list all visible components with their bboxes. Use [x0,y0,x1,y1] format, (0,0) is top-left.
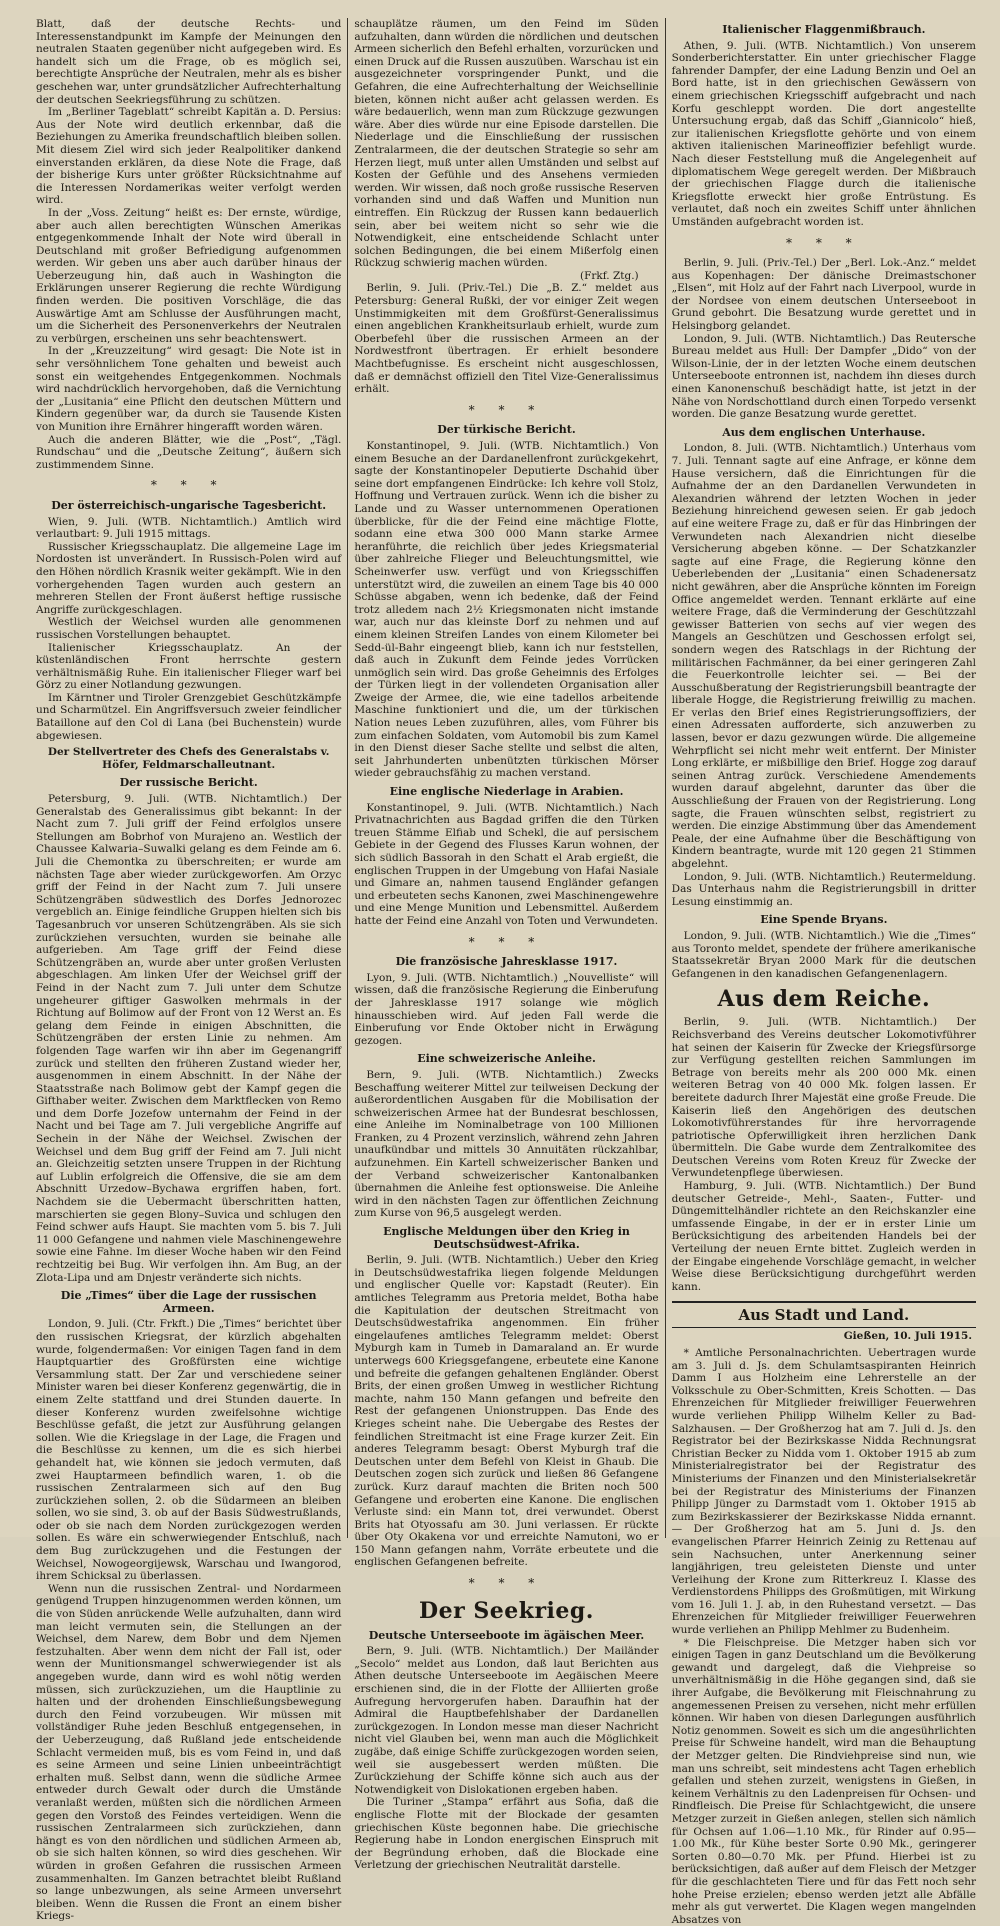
paragraph: Lyon, 9. Juli. (WTB. Nichtamtlich.) „Nouvelliste“ will wissen, daß die französische Regierung die Einberufung der Jahresklasse 1917 solange wie möglich hinausschieben wird. Auf jeden Fall werde die Einberufung vor Ende Oktober nicht in Erwägung gezogen. [354,971,659,1047]
paragraph: Berlin, 9. Juli. (WTB. Nichtamtlich.) Ueber den Krieg in Deutschsüdwestafrika liegen folgende Meldungen und englischer Quelle vor: Kapstadt (Reuter). Ein amtliches Telegramm aus Pretoria meldet, Botha habe die Kapitulation der deutschen Streitmacht von Deutschsüdwestafrika angenommen. Ein früher eingelaufenes amtliches Telegramm meldet: Oberst Myburgh kam in Tumeb in Damaraland an. Er wurde unterwegs 600 Kriegsgefangene, erbeutete eine Kanone und befreite die gefangen gehaltenen Engländer. Oberst Brits, der einen großen Umweg in westlicher Richtung machte, nahm 150 Mann gefangen und befreite den Rest der gefangenen Unionstruppen. Das Ende des Krieges scheint nahe. Die Uebergabe des Restes der feindlichen Streitmacht ist eine Frage kurzer Zeit. Ein anderes Telegramm besagt: Oberst Myburgh traf die Deutschen unter dem Befehl von Kleist in Ghaub. Die Deutschen zogen sich zurück und ließen 86 Gefangene zurück. Kurz darauf machten die Briten noch 500 Gefangene und eroberten eine Kanone. Die englischen Verluste sind: ein Mann tot, drei verwundet. Oberst Brits hat Otyossafu am 30. Juni verlassen. Er rückte über Oty Okakena vor und erreichte Namutoni, wo er 150 Mann gefangen nahm, Vorräte erbeutete und die englischen Gefangenen befreite. [354,1254,659,1569]
article-heading: Deutsche Unterseeboote im ägäischen Meer. [368,1628,645,1642]
paragraph: Im „Berliner Tageblatt“ schreibt Kapitän a. D. Persius: Aus der Note wird deutlich erkennbar, daß die Beziehungen zu Amerika freundschaftlich bleiben sollen. Mit diesem Ziel wird sich jeder Realpolitiker dankend einverstanden erklären, da diese Note die Frage, daß der bisherige Kurs unter größter Rücksichtnahme auf die Interessen Nordamerikas weiter verfolgt werden wird. [36,106,342,207]
paragraph: Berlin, 9. Juli. (WTB. Nichtamtlich.) Der Reichsverband des Vereins deutscher Lokomotivführer hat seinen der Kaiserin für Zwecke der Kriegsfürsorge zur Verfügung gestellten reichen Sammlungen im Betrage von bereits mehr als 200 000 Mk. einen weiteren Betrag von 40 000 Mk. folgen lassen. Er bereitete dadurch Ihrer Majestät eine große Freude. Die Kaiserin ließ den Angehörigen des deutschen Lokomotivführerstandes für ihre hervorragende patriotische Opferwilligkeit ihren herzlichen Dank übermitteln. Die Gabe wurde dem Zentralkomitee des Deutschen Vereins vom Roten Kreuz für Zwecke der Verwundetenpflege überwiesen. [671,1016,976,1180]
section-title: Der Seekrieg. [419,1597,594,1624]
paragraph: Im Kärntner und Tiroler Grenzgebiet Geschützkämpfe und Scharmützel. Ein Angriffsversuch zweier feindlicher Bataillone auf den Col di Lana (bei Buchenstein) wurde abgewiesen. [36,691,342,742]
article-heading: Eine Spende Bryans. [760,913,888,927]
column-1 [30,18,347,1923]
column-3 [665,18,982,1926]
paragraph: Wenn nun die russischen Zentral- und Nordarmeen genügend Truppen hinzugenommen werden können, um die von Süden anrückende Welle aufzuhalten, dann wird man leicht vermuten sein, die Stellungen an der Weichsel, dem Narew, dem Bobr und dem Njemen festzuhalten. Aber wenn dem nicht der Fall ist, oder wenn der Munitionsmangel schwerwiegender ist als angegeben wurde, dann wird es wohl nötig werden müssen, sich zurückzuziehen, um die Hauptlinie zu halten und der drohenden Einschließungsbewegung durch den Feind vorzubeugen. Wir müssen mit vollständiger Ruhe jeden Beschluß entgegensehen, in der Ueberzeugung, daß Rußland jede entscheidende Schlacht vermeiden muß, bis es vom Feind in, und daß es seine Armeen und seine Linien unbeeinträchtigt erhalten muß. Selbst dann, wenn die südliche Armee entweder durch Gewalt oder durch die Umstände veranlaßt werden, müßten sich die nördlichen Armeen gegen den Vorstoß des Feindes verteidigen. Wenn die russischen Zentralarmeen sich zurückziehen, dann hängt es von den nördlichen und südlichen Armeen ab, ob sie sich halten können, so wird dies geschehen. Wir würden in großen Gefahren die russischen Armeen zusammenhalten. Im Ganzen betrachtet bleibt Rußland so lange unbezwungen, als seine Armeen unversehrt bleiben. Wenn die Russen die Front an einem bisher Kriegs- [36,1582,342,1923]
paragraph: London, 9. Juli. (WTB. Nichtamtlich.) Das Reutersche Bureau meldet aus Hull: Der Dampfer „Dido“ von der Wilson-Linie, der in der letzten Woche einem deutschen Unterseeboote entronnen ist, nachdem ihn dieses durch einen Kanonenschuß beschädigt hatte, ist jetzt in der Nähe von Nordschottland durch einen Torpedo versenkt worden. Die ganze Besatzung wurde gerettet. [671,332,976,421]
section-title: Aus dem Reiche. [717,986,931,1013]
paragraph: Berlin, 9. Juli. (Priv.-Tel.) Die „B. Z.“ meldet aus Petersburg: General Rußki, der vor einiger Zeit wegen Unstimmigkeiten mit dem Großfürst-Generalissimus einen angeblichen Krankheitsurlaub erhielt, wurde zum Oberbefehl über die russischen Armeen an der Nordwestfront übertragen. Er erhielt besondere Machtbefugnisse. Es erscheint nicht ausgeschlossen, daß er demnächst offiziell den Titel Vize-Generalissimus erhält. [354,282,659,396]
article-heading: Eine englische Niederlage in Arabien. [389,785,624,799]
section-title-boxed: Aus Stadt und Land. [672,1301,976,1328]
article-heading: Der türkische Bericht. [437,423,576,437]
column-2 [347,18,664,1872]
paragraph: Bern, 9. Juli. (WTB. Nichtamtlich.) Der Mailänder „Secolo“ meldet aus London, daß laut Berichten aus Athen deutsche Unterseeboote im Aegäischen Meere erschienen sind, die in der Flotte der Alliierten große Aufregung hervorgerufen haben. Daraufhin hat der Admiral die Hauptbefehlshaber der Dardanellen zurückgezogen. In London messe man dieser Nachricht nicht viel Glauben bei, wenn man auch die Möglichkeit zugäbe, daß einige Schiffe zurückgezogen worden seien, weil sie ausgebessert werden müßten. Die Zurückziehung der Schiffe könne sich auch aus der Notwendigkeit von Dislokationen ergeben haben. [354,1645,659,1796]
article-heading: Der russische Bericht. [119,776,258,790]
paragraph: Westlich der Weichsel wurden alle genommenen russischen Vorstellungen behauptet. [36,616,342,641]
paragraph: Athen, 9. Juli. (WTB. Nichtamtlich.) Von unserem Sonderberichterstatter. Ein unter griechischer Flagge fahrender Dampfer, der eine Ladung Benzin und Oel an Bord hatte, ist in den griechischen Gewässern von einem griechischen Kriegsschiff aufgebracht und nach Korfu geschleppt worden. Die dort angestellte Untersuchung ergab, daß das Schiff „Giannicolo“ hieß, zur italienischen Kriegsflotte gehörte und von einem aktiven italienischen Marineoffizier befehligt wurde. Nach dieser Feststellung muß die Angelegenheit auf diplomatischem Wege geregelt werden. Der Mißbrauch der griechischen Flagge durch die italienische Kriegsflotte erweckt hier große Entrüstung. Es verlautet, daß noch ein zweites Schiff unter ähnlichen Umständen aufgebracht worden ist. [671,39,976,228]
article-heading: Aus dem englischen Unterhause. [722,425,926,439]
paragraph: Hamburg, 9. Juli. (WTB. Nichtamtlich.) Der Bund deutscher Getreide-, Mehl-, Saaten-, Futter- und Düngemittelhändler richtete an den Reichskanzler eine umfassende Eingabe, in der er in erster Linie um Berücksichtigung des arbeitenden Handels bei der Verteilung der neuen Ernte bittet. Zugleich werden in der Eingabe eingehende Vorschläge gemacht, in welcher Weise diese Berücksichtigung durchgeführt werden kann. [671,1180,976,1293]
paragraph: Die Turiner „Stampa“ erfährt aus Sofia, daß die englische Flotte mit der Blockade der gesamten griechischen Küste begonnen habe. Die griechische Regierung habe in London energischen Einspruch mit der Begründung erhoben, daß die Blockade eine Verletzung der griechischen Neutralität darstelle. [354,1796,659,1872]
paragraph: London, 8. Juli. (WTB. Nichtamtlich.) Unterhaus vom 7. Juli. Tennant sagte auf eine Anfrage, er könne dem Hause versichern, daß die Einrichtungen für die Aufnahme der an den Dardanellen Verwundeten in Alexandrien während der letzten Wochen in jeder Beziehung hinreichend gewesen seien. Er gab jedoch auf eine weitere Frage zu, daß er für das Hinbringen der Verwundeten nach Alexandrien nicht dieselbe Versicherung abgeben könne. — Der Schatzkanzler sagte auf eine Frage, die Regierung könne den Ueberlebenden der „Lusitania“ einen Schadenersatz nicht gewähren, aber die Ansprüche könnten im Foreign Office angemeldet werden. Tennant erklärte auf eine weitere Frage, daß die Verminderung der Geschützzahl gewisser Batterien von sechs auf vier wegen des Mangels an Geschützen und Geschossen erfolgt sei, sondern wegen des Ratschlags in der Richtung der militärischen Fachmänner, da bei einer geringeren Zahl die Feuerkontrolle leichter sei. — Bei der Ausschußberatung der Registrierungsbill beantragte der liberale Hogge, die Registrierung freiwillig zu machen. Er verlas den Brief eines Registrierungsoffiziers, der einen Adressaten aufforderte, sich anzuwerben zu lassen, bevor er dazu gezwungen würde. Die allgemeine Wehrpflicht sei nicht mehr weit entfernt. Der Minister Long erklärte, er mißbillige den Brief. Hogge zog darauf seinen Antrag zurück. Verschiedene Amendements wurden darauf abgelehnt, darunter das über die Ausschließung der Frauen von der Registrierung. Long sagte, die Frauen wünschten selbst, registriert zu werden. Die einzige Abstimmung über das Amendement Peale, der eine Aufnahme über die Beschäftigung von Kindern beantragte, wurde mit 120 gegen 21 Stimmen abgelehnt. [671,442,976,870]
paragraph: Bern, 9. Juli. (WTB. Nichtamtlich.) Zwecks Beschaffung weiterer Mittel zur teilweisen Deckung der außerordentlichen Ausgaben für die Mobilisation der schweizerischen Armee hat der Bundesrat beschlossen, eine Anleihe im Nominalbetrage von 100 Millionen Franken, zu 4 Prozent verzinslich, während zehn Jahren unaufkündbar und mittels 30 Annuitäten rückzahlbar, aufzunehmen. Ein Kartell schweizerischer Banken und der Verband schweizerischer Kantonalbanken übernahmen die Anleihe fest optionsweise. Die Anleihe wird in den nächsten Tagen zur öffentlichen Zeichnung zum Kurse von 96,5 ausgelegt werden. [354,1068,659,1220]
article-heading: Die französische Jahresklasse 1917. [395,955,618,969]
paragraph: Petersburg, 9. Juli. (WTB. Nichtamtlich.) Der Generalstab des Generalissimus gibt bekannt: In der Nacht zum 7. Juli griff der Feind erfolglos unsere Stellungen am Bobrhof von Murajeno an. Westlich der Chaussee Kalwaria–Suwalki gelang es dem Feinde am 6. Juli die Chemontka zu überschreiten; er wurde am nächsten Tage aber wieder zurückgeworfen. Am Orzyc griff der Feind in der Nacht zum 7. Juli unsere Schützengräben südwestlich des Dorfes Jednorozec vergeblich an. Einige feindliche Gruppen hielten sich bis Tagesanbruch vor unseren Schützengräben. Als sie sich zurückziehen versuchten, wurden sie beinahe alle aufgerieben. Am Tage griff der Feind diese Schützengräben an, wurde aber unter großen Verlusten abgeschlagen. Am linken Ufer der Weichsel griff der Feind in der Nacht zum 7. Juli unter dem Schutze ungeheurer giftiger Gaswolken mehrmals in der Richtung auf Bolimow auf der Front von 12 Werst an. Es gelang dem Feinde in einigen Abschnitten, die Schützengräben der ersten Linie zu nehmen. Am folgenden Tage warfen wir ihn aber im Gegenangriff zurück und stellten den früheren Zustand wieder her, ausgenommen in einem Abschnitt. In der Nähe der Staatsstraße nach Bolimow gebt der Kampf gegen die Gifthaber weiter. Zwischen dem Marktflecken von Remo und dem Dorfe Jozefow unternahm der Feind in der Nacht und bei Tage am 7. Juli vergebliche Angriffe auf Sechein in der Nähe der Weichsel. Zwischen der Weichsel und dem Bug griff der Feind am 7. Juli nicht an. Gleichzeitig setzten unsere Truppen in der Richtung auf Lublin erfolgreich die Offensive, die sie am dem Abschnitt Urzedow–Bychawa ergriffen haben, fort. Nachdem sie die Uebermacht überschritten hatten, marschierten sie gegen Blony–Suvica und schlugen den Feind schwer aufs Haupt. Sie machten vom 5. bis 7. Juli 11 000 Gefangene und nahmen viele Maschinengewehre sowie eine Fahne. Im dieser Woche haben wir den Feind rechtzeitig bei Bug. Wir verfolgen ihn. Am Bug, an der Zlota-Lipa und am Dnjestr veränderte sich nichts. [36,793,342,1284]
separator-stars: * * * [786,235,862,250]
dateline: Gießen, 10. Juli 1915. [843,1330,972,1343]
separator-stars: * * * [468,1576,545,1591]
paragraph: London, 9. Juli. (WTB. Nichtamtlich.) Reutermeldung. Das Unterhaus nahm die Registrierungsbill in dritter Lesung einstimmig an. [671,870,976,908]
paragraph: Auch die anderen Blätter, wie die „Post“, „Tägl. Rundschau“ und die „Deutsche Zeitung“, äußern sich zustimmendem Sinne. [36,433,342,471]
paragraph: schauplätze räumen, um den Feind im Süden aufzuhalten, dann würden die nördlichen und deutschen Armeen sicherlich den Befehl erhalten, vorzurücken und einen Druck auf die Russen auszuüben. Warschau ist ein ausgezeichneter vorspringender Punkt, und die Gefahren, die eine Aufrechterhaltung der Weichsellinie bieten, können nicht außer acht gelassen werden. Es wäre bedauerlich, wenn man zum Rückzuge gezwungen wäre. Aber dies würde nur eine Episode darstellen. Die Niederlage und die Einschließung der russischen Zentralarmeen, die der deutschen Strategie so sehr am Herzen liegt, muß unter allen Umständen und selbst auf Kosten der Gefühle und des Ansehens vermieden werden. Wir wissen, daß noch große russische Reserven vorhanden sind und daß Waffen und Munition nun eintreffen. Ein Rückzug der Russen kann bedauerlich sein, aber bei weitem nicht so sehr wie die Notwendigkeit, eine entscheidende Schlacht unter solchen Bedingungen, die bei einem Mißerfolg einen Rückzug schwierig machen würden. [354,18,659,270]
paragraph: Konstantinopel, 9. Juli. (WTB. Nichtamtlich.) Nach Privatnachrichten aus Bagdad griffen die den Türken treuen Stämme Elfiab und Schekl, die auf persischem Gebiete in der Gegend des Flusses Karun wohnen, der sich südlich Bassorah in den Schatt el Arab ergießt, die englischen Truppen in der Umgebung von Hafai Nasiale und Gimare an, nahmen tausend Engländer gefangen und erbeuteten sechs Kanonen, zwei Maschinengewehre und eine Menge Munition und Lebensmittel. Außerdem hatte der Feind eine Anzahl von Toten und Verwundeten. [354,801,659,927]
paragraph: Konstantinopel, 9. Juli. (WTB. Nichtamtlich.) Von einem Besuche an der Dardanellenfront zurückgekehrt, sagte der Konstantinopeler Deputierte Dschahid über seine dort empfangenen Eindrücke: Ich kehre voll Stolz, Hoffnung und Vertrauen zurück. Wenn ich die bisher zu Lande und zu Wasser unternommenen Operationen überblicke, für die der Feind eine mächtige Flotte, sodann eine etwa 300 000 Mann starke Armee heranführte, die reichlich über jedes Kriegsmaterial über zahlreiche Flieger und Beleuchtungsmittel, wie Scheinwerfer usw. verfügt und von Kriegsschiffen unterstützt wird, die zuweilen an einem Tage bis 40 000 Schüsse abgaben, wenn ich bedenke, daß der Feind trotz alledem nach 2½ Kriegsmonaten nicht imstande war, auch nur das kleinste Dorf zu nehmen und auf einem kleinen Streifen Landes von einem Kilometer bei Sedd-ül-Bahr eingeengt blieb, kann ich nur feststellen, daß auch in Zukunft dem Feinde jedes Vorrücken unmöglich sein wird. Das große Geheimnis des Erfolges der Türken liegt in der vollendeten Organisation aller Zweige der Armee, die, wie eine tadellos arbeitende Maschine funktioniert und die, um der türkischen Nation neues Leben zuzuführen, alles, vom Führer bis zum einfachen Soldaten, vom Automobil bis zum Kamel in den Dienst dieser Sache stellte und selbst die alten, seit Jahrhunderten unbenützten türkischen Mörser wieder gebrauchsfähig zu machen verstand. [354,440,659,780]
paragraph: Italienischer Kriegsschauplatz. An der küstenländischen Front herrschte gestern verhältnismäßig Ruhe. Ein italienischer Flieger warf bei Görz zu einer Notlandung gezwungen. [36,641,342,692]
article-heading: Italienischer Flaggenmißbrauch. [722,23,926,36]
article-heading: Englische Meldungen über den Krieg in Deutschsüdwest-Afrika. [383,1225,630,1251]
paragraph: Russischer Kriegsschauplatz. Die allgemeine Lage im Nordosten ist unverändert. In Russisch-Polen wird auf den Höhen nördlich Krasnik weiter gekämpft. Wie in den vorhergehenden Tagen wurden auch gestern an mehreren Stellen der Front äußerst heftige russische Angriffe zurückgeschlagen. [36,540,342,616]
paragraph: London, 9. Juli. (WTB. Nichtamtlich.) Wie die „Times“ aus Toronto meldet, spendete der frühere amerikanische Staatssekretär Bryan 2000 Mark für die deutschen Gefangenen in den kanadischen Gefangenenlagern. [671,929,976,980]
paragraph: London, 9. Juli. (Ctr. Frkft.) Die „Times“ berichtet über den russischen Kriegsrat, der kürzlich abgehalten wurde, folgendermaßen: Vor einigen Tagen fand in dem Hauptquartier des Großfürsten eine wichtige Versammlung statt. Der Zar und verschiedene seiner Minister waren bei dieser Konferenz gegenwärtig, die in einem Zelte stattfand und drei Stunden dauerte. In dieser Konferenz wurden zweifelsohne wichtige Beschlüsse gefaßt, die jetzt zur Ausführung gelangen sollen. Wie die Kriegslage in der Lage, die Fragen und die Beschlüsse zu kennen, um die es sich hierbei gehandelt hat, wie können sie jedoch vermuten, daß zwei Hauptarmeen befindlich waren, 1. ob die russischen Zentralarmeen sich auf den Bug zurückziehen sollen, 2. ob die Südarmeen an bleiben sollen, wo sie sind, 3. ob auf der Basis Südwestrußlands, oder ob sie nach dem Norden zurückgezogen werden sollen. Es wäre ein schwerwiegender Entschluß, nach dem Bug zurückzugehen und die Festungen der Weichsel, Nowogeorgijewsk, Warschau und Iwangorod, ihrem Schicksal zu überlassen. [36,1318,342,1583]
source-note: (Frkf. Ztg.) [580,269,639,282]
paragraph: Wien, 9. Juli. (WTB. Nichtamtlich.) Amtlich wird verlautbart: 9. Juli 1915 mittags. [36,515,342,541]
separator-stars: * * * [468,934,545,949]
paragraph: In der „Voss. Zeitung“ heißt es: Der ernste, würdige, aber auch allen berechtigten Wünschen Amerikas entgegenkommende Inhalt der Note wird überall in Deutschland mit großer Befriedigung aufgenommen werden. Wir geben uns aber auch darüber hinaus der Ueberzeugung hin, daß auch in Washington die Erklärungen unserer Regierung die rechte Würdigung finden werden. Die positiven Vorschläge, die das Auswärtige Amt am Schlusse der Ausführungen macht, um die Sicherheit des Personenverkehrs der Neutralen zu verbürgen, erscheinen uns sehr beachtenswert. [36,206,342,345]
separator-stars: * * * [150,478,227,493]
paragraph: * Die Fleischpreise. Die Metzger haben sich vor einigen Tagen in ganz Deutschland um die Bevölkerung gewandt und dargelegt, daß die Viehpreise so unverhältnismäßig in die Höhe gegangen sind, daß sie ihrer Aufgabe, die Bevölkerung mit Fleischnahrung zu angemessenen Preisen zu versehen, nicht mehr erfüllen können. Wir haben von diesen Darlegungen ausführlich Notiz genommen. Soweit es sich um die angesührlichten Preise für Schweine handelt, wird man die Behauptung der Metzger gelten. Die Rindviehpreise sind nun, wie man uns schreibt, seit mindestens acht Tagen erheblich gefallen und stehen zurzeit, wenigstens in Gießen, in keinem Verhältnis zu den Ladenpreisen für Ochsen- und Rindfleisch. Die Preise für Schlachtgewicht, die unsere Metzger zurzeit in Gießen anlegen, stellen sich nämlich für Ochsen auf 1.06—1.10 Mk., für Rinder auf 0.95—1.00 Mk., für Kühe bester Sorte 0.90 Mk., geringerer Sorten 0.80—0.70 Mk. per Pfund. Hierbei ist zu berücksichtigen, daß außer auf dem Fleisch der Metzger für die geschlachteten Tiere und für das Fett noch sehr hohe Preise erzielen; ebenso werden jetzt alle Abfälle mehr als gut verwertet. Die Klagen wegen mangelnden Absatzes von [671,1636,976,1926]
signature-line: Der Stellvertreter des Chefs des Generalstabs v. Höfer, Feldmarschalleutnant. [47,746,330,771]
article-heading: Die „Times“ über die Lage der russischen Armeen. [60,1289,317,1315]
paragraph: Berlin, 9. Juli. (Priv.-Tel.) Der „Berl. Lok.-Anz.“ meldet aus Kopenhagen: Der dänische Dreimastschoner „Elsen“, mit Holz auf der Fahrt nach Liverpool, wurde in der Nordsee von einem deutschen Unterseeboot in Grund gebohrt. Die Besatzung wurde gerettet und in Helsingborg gelandet. [671,257,976,333]
article-heading: Eine schweizerische Anleihe. [417,1052,596,1066]
paragraph: Blatt, daß der deutsche Rechts- und Interessenstandpunkt im Kampfe der Meinungen den neutralen Staaten gegenüber nicht aufgegeben wird. Es handelt sich um die Frage, ob es möglich sei, berechtigte Ansprüche der Neutralen, mehr als es bisher geschehen war, unter grundsätzlicher Aufrechterhaltung der deutschen Seekriegsführung zu schützen. [36,18,342,106]
separator-stars: * * * [468,402,545,417]
article-heading: Der österreichisch-ungarische Tagesbericht. [51,498,327,512]
paragraph: In der „Kreuzzeitung“ wird gesagt: Die Note ist in sehr versöhnlichem Tone gehalten und beweist auch sonst ein weitgehendes Entgegenkommen. Nochmals wird nachdrücklich hervorgehoben, daß die Vernichtung der „Lusitania“ eine Pflicht den deutschen Müttern und Kindern gegenüber war, da durch sie Tausende Kisten von Munition ihre Ernährer hingerafft worden wären. [36,345,342,433]
paragraph: * Amtliche Personalnachrichten. Uebertragen wurde am 3. Juli d. Js. dem Schulamtsaspiranten Heinrich Damm I aus Holzheim eine Lehrerstelle an der Volksschule zu Ober-Schmitten, Kreis Schotten. — Das Ehrenzeichen für Mitglieder freiwilliger Feuerwehren wurde verliehen Philipp Wilhelm Keller zu Bad-Salzhausen. — Der Großherzog hat am 7. Juli d. Js. den Registrator bei der Bezirkskasse Nidda Rechnungsrat Christian Becker zu Nidda vom 1. Oktober 1915 ab zum Ministerialregistrator bei der Registratur des Ministeriums der Finanzen und den Ministerialsekretär bei der Registratur des Ministeriums der Finanzen Philipp Jünger zu Darmstadt vom 1. Oktober 1915 ab zum Bezirkskassierer der Bezirkskasse Nidda ernannt. — Der Großherzog hat am 5. Juni d. Js. den evangelischen Pfarrer Heinrich Zeinig zu Rettenau auf sein Nachsuchen, unter Anerkennung seiner langjährigen, treu geleisteten Dienste und unter Verleihung der Krone zum Ritterkreuz I. Klasse des Verdienstordens Philipps des Großmütigen, mit Wirkung vom 16. Juli 1. J. ab, in den Ruhestand versetzt. — Das Ehrenzeichen für Mitglieder freiwilliger Feuerwehren wurde verliehen an Philipp Mehlmer zu Budenheim. [671,1347,976,1637]
